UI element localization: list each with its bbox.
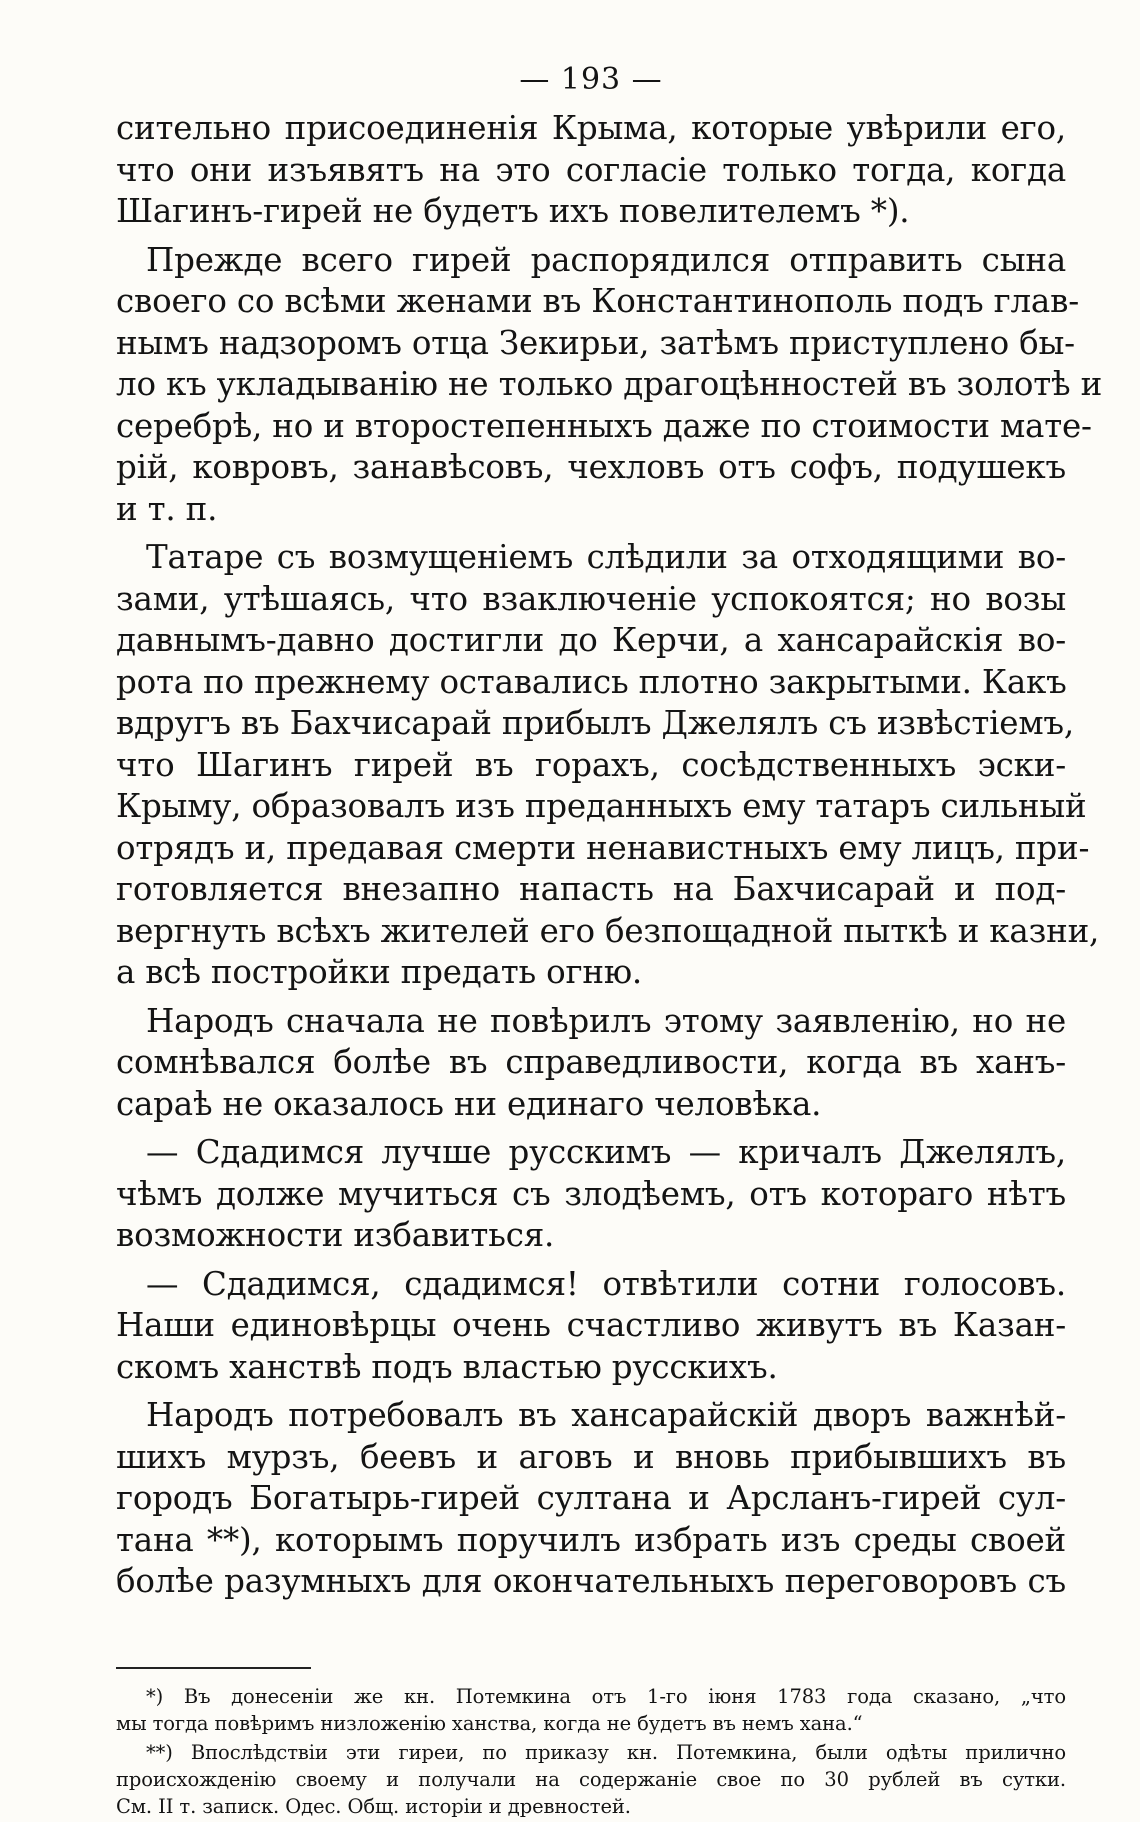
book-page — [116, 60, 1103, 1822]
text-line: Прежде всего гирей распорядился отправить сына — [146, 240, 1066, 279]
footnote-divider — [116, 1667, 311, 1669]
footnote-line: мы тогда повѣримъ низложенію ханства, когда не будетъ въ немъ хана.“ — [116, 1711, 863, 1735]
text-line: что Шагинъ гирей въ горахъ, сосѣдственныхъ эски- — [116, 745, 1066, 784]
text-line: чѣмъ долже мучиться съ злодѣемъ, отъ котораго нѣтъ — [116, 1174, 1066, 1213]
paragraph-2 — [116, 240, 1103, 531]
paragraph-5 — [116, 1132, 1066, 1257]
text-line: скомъ ханствѣ подъ властью русскихъ. — [116, 1347, 778, 1386]
text-line: Народъ сначала не повѣрилъ этому заявленію, но не — [146, 1001, 1066, 1040]
text-line: готовляется внезапно напасть на Бахчисарай и под- — [116, 870, 1066, 908]
text-line: тана **), которымъ поручилъ избрать изъ среды своей — [116, 1520, 1066, 1559]
text-line: болѣе разумныхъ для окончательныхъ переговоровъ съ — [116, 1562, 1066, 1600]
text-line: городъ Богатырь-гирей султана и Арсланъ-гирей сул- — [116, 1479, 1066, 1517]
text-line: — Сдадимся, сдадимся! отвѣтили сотни голосовъ. — [146, 1264, 1066, 1303]
text-line: вдругъ въ Бахчисарай прибылъ Джелялъ съ извѣстіемъ, — [116, 704, 1075, 742]
text-line: отрядъ и, предавая смерти ненавистныхъ ему лицъ, при- — [116, 828, 1090, 867]
footnote-1 — [116, 1683, 1066, 1737]
text-line: серебрѣ, но и второстепенныхъ даже по стоимости мате- — [116, 406, 1092, 445]
text-line: рота по прежнему оставались плотно закрытыми. Какъ — [116, 662, 1067, 701]
text-line: возможности избавиться. — [116, 1216, 555, 1254]
text-line: нымъ надзоромъ отца Зекирьи, затѣмъ приступлено бы- — [116, 323, 1075, 362]
body-text — [116, 108, 1103, 1603]
text-line: зами, утѣшаясь, что взаключеніе успокоятся; но возы — [116, 579, 1066, 618]
footnote-line: *) Въ донесеніи же кн. Потемкина отъ 1-го іюня 1783 года сказано, „что — [146, 1684, 1066, 1708]
footnote-2 — [116, 1739, 1066, 1820]
page-number: — 193 — — [519, 62, 663, 97]
text-line: рій, ковровъ, занавѣсовъ, чехловъ отъ софъ, подушекъ — [116, 448, 1066, 486]
text-line: Народъ потребовалъ въ хансарайскій дворъ важнѣй- — [146, 1396, 1066, 1434]
text-line: сительно присоединенія Крыма, которые увѣрили его, — [116, 109, 1066, 147]
paragraph-1 — [116, 108, 1066, 233]
text-line: Крыму, образовалъ изъ преданныхъ ему татаръ сильный — [116, 787, 1087, 825]
text-line: Наши единовѣрцы очень счастливо живутъ въ Казан- — [116, 1306, 1066, 1344]
text-line: Татаре съ возмущеніемъ слѣдили за отходящими во- — [146, 538, 1066, 576]
text-line: Шагинъ-гирей не будетъ ихъ повелителемъ *). — [116, 192, 910, 230]
paragraph-4 — [116, 1001, 1066, 1126]
text-line: давнымъ-давно достигли до Керчи, а хансарайскія во- — [116, 621, 1066, 659]
footnote-line: См. II т. записк. Одес. Общ. исторіи и древностей. — [116, 1794, 631, 1818]
paragraph-6 — [116, 1264, 1066, 1389]
paragraph-3 — [116, 537, 1100, 994]
text-line: ло къ укладыванію не только драгоцѣнностей въ золотѣ и — [116, 365, 1103, 403]
text-line: и т. п. — [116, 489, 218, 528]
text-line: сараѣ не оказалось ни единаго человѣка. — [116, 1084, 822, 1123]
paragraph-7 — [116, 1395, 1066, 1603]
text-line: сомнѣвался болѣе въ справедливости, когда въ ханъ- — [116, 1043, 1066, 1081]
text-line: шихъ мурзъ, беевъ и аговъ и вновь прибывшихъ въ — [116, 1437, 1066, 1476]
text-line: — Сдадимся лучше русскимъ — кричалъ Джелялъ, — [146, 1133, 1066, 1171]
text-line: своего со всѣми женами въ Константинополь подъ глав- — [116, 282, 1079, 320]
footnotes — [116, 1683, 1066, 1820]
text-line: а всѣ постройки предать огню. — [116, 953, 643, 991]
text-line: что они изъявятъ на это согласіе только тогда, когда — [116, 150, 1066, 189]
text-line: вергнуть всѣхъ жителей его безпощадной пыткѣ и казни, — [116, 911, 1100, 950]
footnote-line: **) Впослѣдствіи эти гиреи, по приказу кн. Потемкина, были одѣты прилично — [146, 1740, 1066, 1764]
footnote-line: происхожденію своему и получали на содержаніе свое по 30 рублей въ сутки. — [116, 1767, 1066, 1791]
